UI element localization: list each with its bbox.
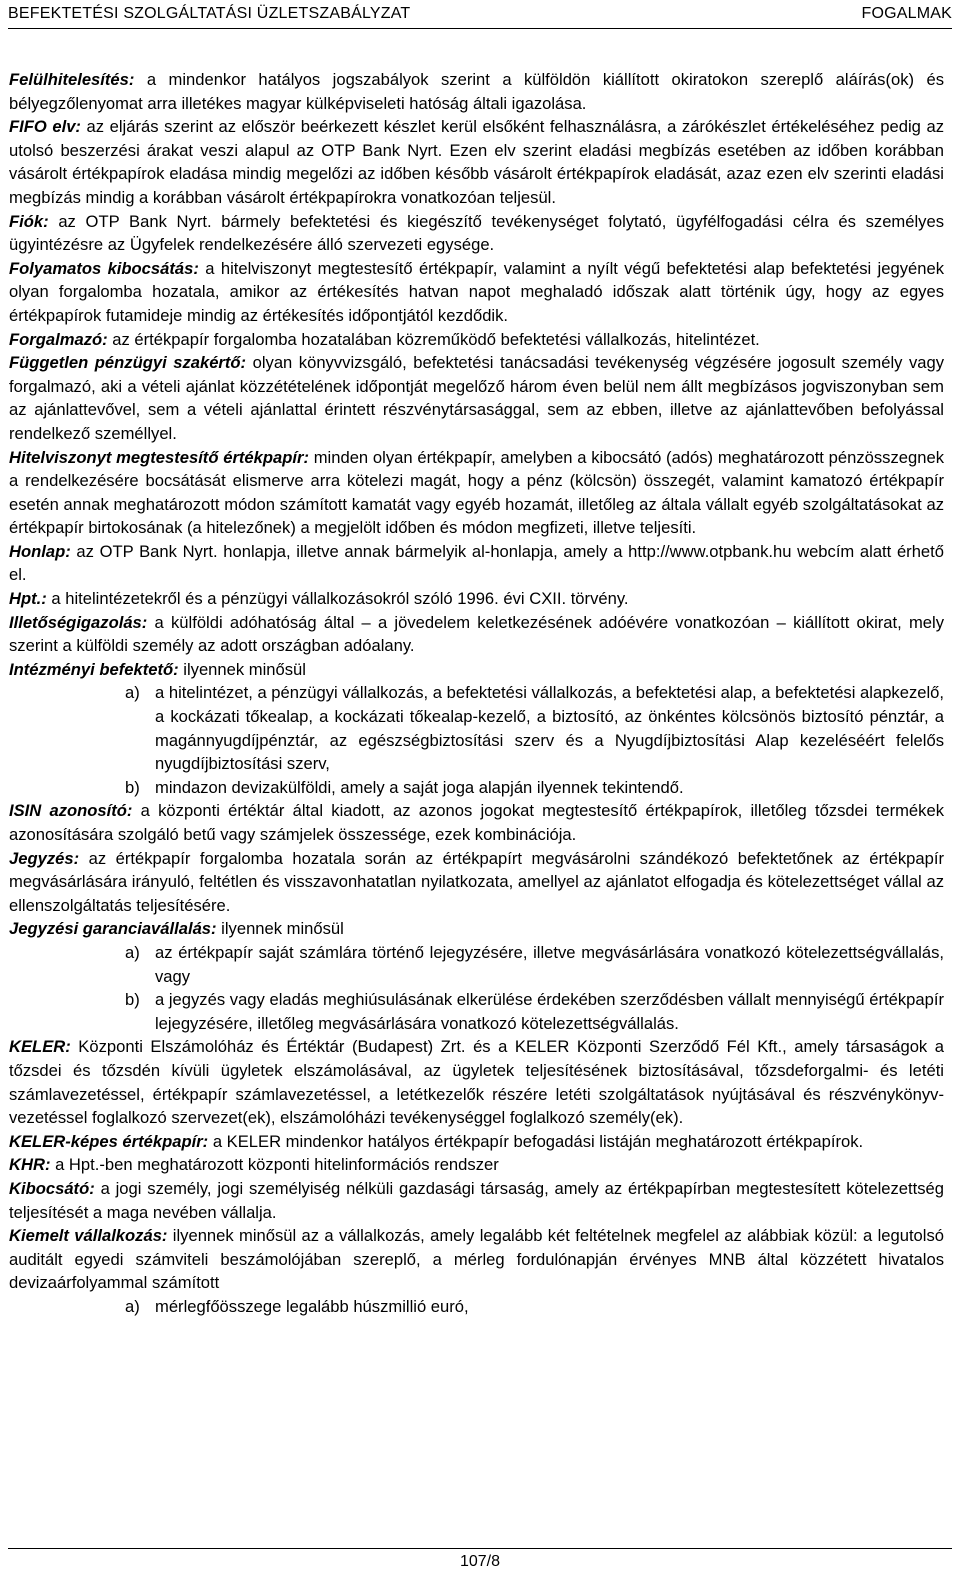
list-item-text: mérlegfőösszege legalább húszmillió euró, [155, 1296, 469, 1316]
definition-entry [9, 1224, 944, 1295]
section-title: FOGALMAK [861, 5, 952, 22]
list-item-text: a hitelintézet, a pénzügyi vállalkozás, a befektetési vállalkozás, a befektetési alap, a befektetési alapkezelő, a kockázati tőkealap, a kockázati tőkealap-kezelő, a biztosító, az önkéntes kölcsönös biztosító pénztár, a magánnyugdíjpénztár, az egészségbiztosítási szerv és a Nyugdíjbiztosítási Alap kezeléséért felelős nyugdíjbiztosítási szerv, [155, 683, 944, 774]
definition-text: ilyennek minősül az a vállalkozás, amely legalább két feltételnek megfelel az alábbiak közül: a legutolsó auditált egyedi számviteli beszámolójában szereplő, a mérleg fordulónapján érvényes MNB által közzétett hivatalos devizaárfolyammal számított [9, 1226, 944, 1293]
definition-term: Fiók: [9, 211, 49, 231]
definition-text: ilyennek minősül [178, 659, 306, 679]
definition-list [9, 1295, 944, 1319]
definition-term: Felülhitelesítés: [9, 70, 135, 89]
definition-entry [9, 351, 944, 445]
definition-text: az értékpapír forgalomba hozatala során az értékpapírt megvásárolni szándékozó befektetőnek az értékpapír megvásárlására irányuló, feltétlen és visszavonhatatlan nyilatkozata, amellyel az ajánlatot elfogadja és kötelezettséget vállal az ellenszolgáltatás teljesítésére. [9, 848, 944, 915]
definition-term: Folyamatos kibocsátás: [9, 258, 199, 278]
list-item [9, 988, 944, 1035]
list-item [9, 776, 944, 800]
list-item-label: a) [125, 683, 140, 703]
definition-text: a jogi személy, jogi személyiség nélküli gazdasági társaság, amely az értékpapírban megtestesített kötelezettség teljesítését a maga nevében vállalja. [9, 1178, 944, 1222]
definition-term: KHR: [9, 1155, 51, 1175]
definition-term: FIFO elv: [9, 117, 81, 137]
definition-term: Hpt.: [9, 589, 47, 609]
definition-text: az értékpapír forgalomba hozatalában közreműködő befektetési vállalkozás, hitelintézet. [107, 329, 760, 349]
list-item-text: az értékpapír saját számlára történő lejegyzésére, illetve megvásárlására vonatkozó kötelezettségvállalás, vagy [155, 942, 944, 986]
definition-term: KELER: [9, 1037, 71, 1057]
definition-text: a hitelviszonyt megtestesítő értékpapír, valamint a nyílt végű befektetési alap befektetési jegyének olyan forgalomba hozatala, amikor az értékesítés hatvan napot meghaladó időszak alatt történik úgy, hogy az egyes értékpapírok futamideje mindig az értékesítés időpontjától kezdődik. [9, 258, 944, 325]
definition-text: olyan könyvvizsgáló, befektetési tanácsadási tevékenység végzésére jogosult személy vagy forgalmazó, aki a vételi ajánlat közzétételének időpontját megelőző három éven belül nem állt megbízásos jogviszonyban sem az ajánlattevővel, sem a vételi ajánlattal érintett részvénytársasággal, sem az ebben, illetve az ajánlattevőben befolyással rendelkező személlyel. [9, 353, 945, 443]
definition-entry [9, 917, 944, 941]
definition-entry [9, 68, 944, 115]
document-title: BEFEKTETÉSI SZOLGÁLTATÁSI ÜZLETSZABÁLYZAT [8, 5, 411, 22]
definition-entry [9, 540, 944, 587]
definition-term: Kiemelt vállalkozás: [9, 1226, 168, 1246]
definition-text: az OTP Bank Nyrt. honlapja, illetve annak bármelyik al-honlapja, amely a http://www.otpbank.hu webcím alatt érhető el. [9, 541, 944, 585]
definition-text: ilyennek minősül [216, 919, 344, 939]
definition-text: minden olyan értékpapír, amelyben a kibocsátó (adós) meghatározott pénzösszegnek a rendelkezésére bocsátását elismerve arra kötelezi magát, hogy a pénz (kölcsön) összegét, valamint kamatozó értékpapír esetén annak meghatározott módon számított kamatát vagy egyéb hozamát, illetőleg az általa vállalt egyéb szolgáltatásokat az értékpapír birtokosának (a hitelezőnek) a megjelölt időben és módon megfizeti, illetve teljesíti. [9, 447, 944, 538]
list-item-label: a) [125, 942, 140, 962]
definition-term: Független pénzügyi szakértő: [9, 353, 247, 373]
definition-entry [9, 1177, 944, 1224]
definition-entry [9, 210, 944, 257]
definition-list [9, 941, 944, 1035]
list-item-label: b) [125, 777, 140, 797]
definition-entry [9, 611, 944, 658]
definition-list [9, 681, 944, 799]
list-item-text: a jegyzés vagy eladás meghiúsulásának elkerülése érdekében szerződésben vállalt mennyiségű értékpapír lejegyzésére, illetőleg megvásárlására vonatkozó kötelezettségvállalás. [155, 990, 944, 1033]
list-item-label: b) [125, 990, 140, 1010]
page-footer [8, 1548, 952, 1580]
definition-term: Honlap: [9, 541, 71, 561]
list-item-text: mindazon devizakülföldi, amely a saját joga alapján ilyennek tekintendő. [155, 777, 684, 797]
definition-term: Intézményi befektető: [9, 659, 179, 679]
definition-entry [9, 847, 944, 918]
list-item-label: a) [125, 1296, 140, 1316]
definition-text: a külföldi adóhatóság által – a jövedelem keletkezésének adóévére vonatkozóan – kiállított okirat, mely szerint a külföldi személy az adott országban adóalany. [9, 612, 944, 656]
definition-text: az OTP Bank Nyrt. bármely befektetési és kiegészítő tevékenységet folytató, ügyfélfogadási célra és személyes ügyintézésre az Ügyfelek rendelkezésére álló szervezeti egysége. [9, 211, 944, 255]
definition-text: az eljárás szerint az először beérkezett készlet kerül elsőként felhasználásra, a zárókészlet értékeléséhez pedig az utolsó beszerzési árakat veszi alapul az OTP Bank Nyrt. Ezen elv szerint eladási megbízás esetében az időben korábban vásárolt értékpapírok eladása mindig megelőzi az időben később vásárolt értékpapírok eladását, azaz ezen elv szerinti eladási megbízás mindig a korábban vásárolt értékpapírokra vonatkozóan teljesül. [9, 117, 944, 207]
definition-entry [9, 257, 944, 328]
definition-entry [9, 587, 944, 611]
definition-text: a KELER mindenkor hatályos értékpapír befogadási listáján meghatározott értékpapírok. [208, 1131, 864, 1151]
definition-term: KELER-képes értékpapír: [9, 1131, 209, 1151]
definition-entry [9, 1035, 944, 1129]
definition-entry [9, 799, 944, 846]
definition-entry [9, 1153, 944, 1177]
definition-text: a hitelintézetekről és a pénzügyi vállalkozásokról szóló 1996. évi CXII. törvény. [46, 589, 629, 609]
definition-term: Hitelviszonyt megtestesítő értékpapír: [9, 447, 309, 467]
definition-text: a központi értéktár által kiadott, az azonos jogokat megtestesítő értékpapírok, illetőleg tőzsdei termékek azonosítására szolgáló betű vagy számjelek összessége, ezek kombinációja. [9, 801, 944, 844]
page-header [8, 0, 952, 29]
page-number: 107/8 [459, 1553, 501, 1570]
definition-term: ISIN azonosító: [9, 801, 133, 821]
definition-term: Kibocsátó: [9, 1178, 95, 1198]
definition-entry [9, 446, 944, 540]
definitions-body [9, 68, 944, 1318]
definition-entry [9, 115, 944, 209]
definition-text: Központi Elszámolóház és Értéktár (Budapest) Zrt. és a KELER Központi Szerződő Fél Kft., amely társaságok a tőzsdei és tőzsdén kívüli ügyletek elszámolásával, az ügyletek teljesítésének biztosításával, tőzsdeforgalmi- és letéti számlavezetéssel, értékpapír számlavezetéssel, a letétkezelők részére letéti szolgáltatások nyújtásával és részvénykönyv-vezetéssel foglalkozó szervezet(ek), elszámolóházi tevékenységgel foglalkozó személy(ek). [9, 1037, 944, 1128]
definition-term: Jegyzés: [9, 848, 80, 868]
definition-entry [9, 328, 944, 352]
definition-term: Illetőségigazolás: [9, 612, 148, 632]
list-item [9, 1295, 944, 1319]
definition-term: Forgalmazó: [9, 329, 108, 349]
definition-text: a Hpt.-ben meghatározott központi hitelinformációs rendszer [50, 1155, 499, 1175]
definition-entry [9, 1130, 944, 1154]
definition-entry [9, 658, 944, 682]
definition-text: a mindenkor hatályos jogszabályok szerint a külföldön kiállított okiratokon szereplő aláírás(ok) és bélyegzőlenyomat arra illetékes magyar külképviseleti hatóság általi igazolása. [9, 70, 944, 113]
list-item [9, 941, 944, 988]
list-item [9, 681, 944, 775]
definition-term: Jegyzési garanciavállalás: [9, 919, 217, 939]
